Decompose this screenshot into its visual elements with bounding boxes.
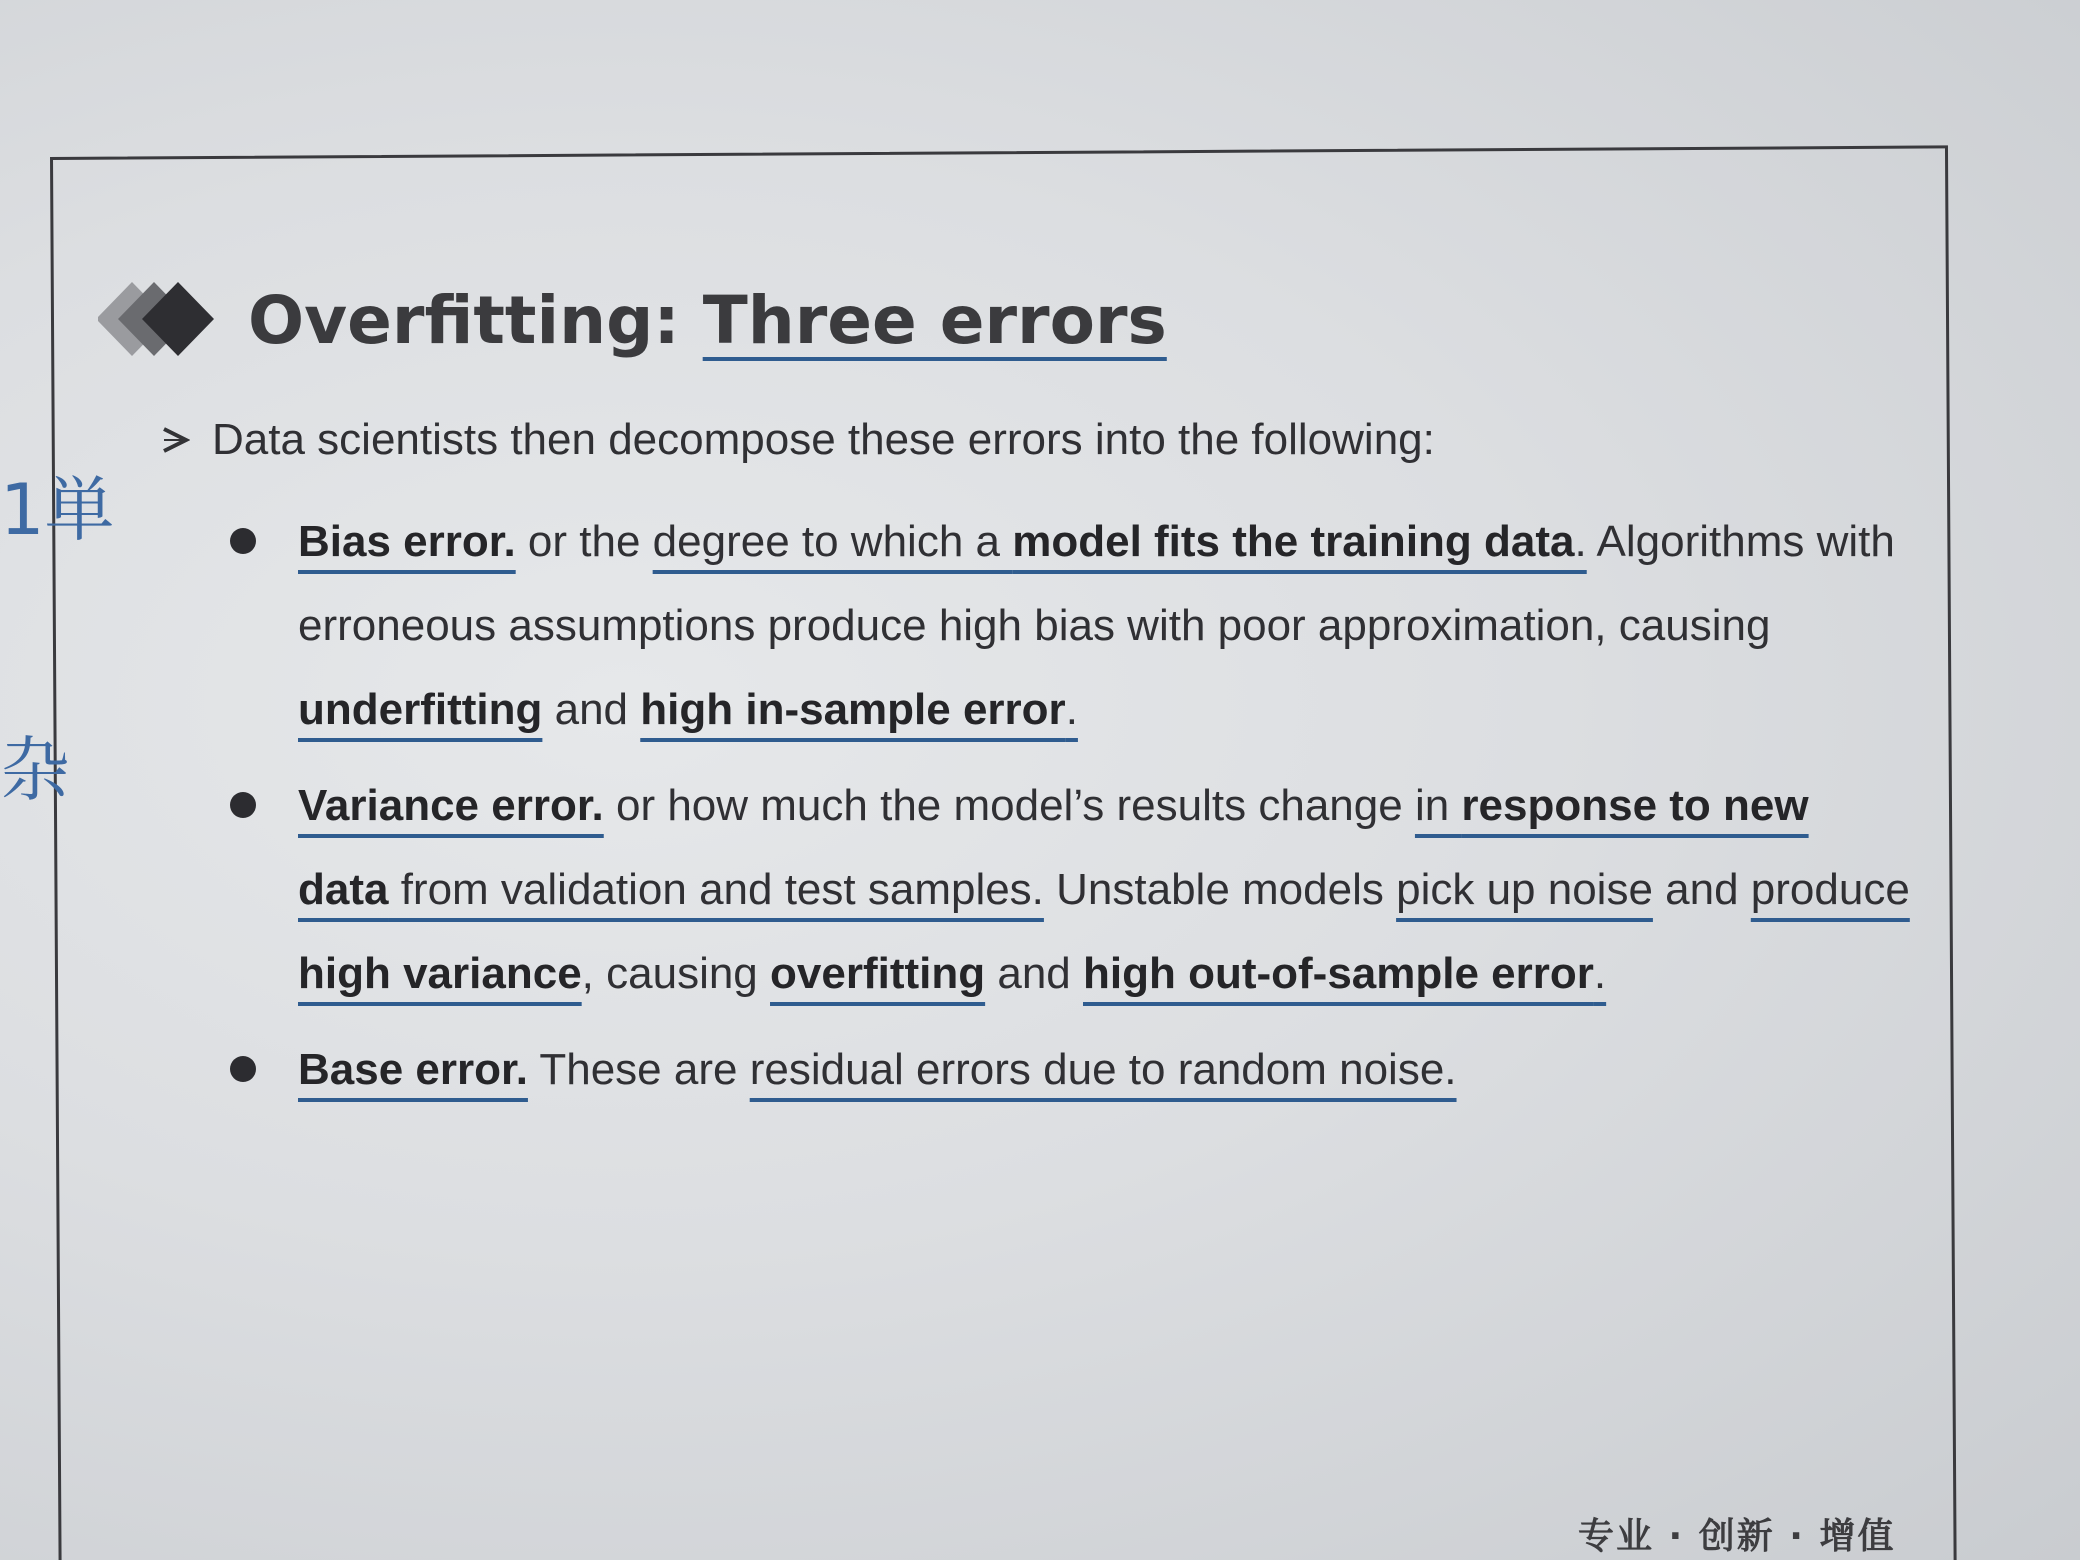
text-run: in [1414,781,1462,830]
text-run: degree to which a [652,517,1013,566]
text-run: or the [515,517,653,566]
list-item-base-error [230,1028,1910,1112]
text-run: or how much the model’s results change [603,781,1415,830]
text-run: produce [1750,865,1910,914]
text-run: . [1065,685,1078,734]
bold-term: overfitting [770,949,986,998]
error-list [230,500,1910,1124]
bold-term: high variance [298,949,582,998]
bullet-dot-icon [230,1056,256,1082]
arrow-bullet-icon [160,425,190,455]
text-run: pick up noise [1396,865,1653,914]
bold-term: Variance error. [298,781,604,830]
intro-text: Data scientists then decompose these errors into the following: [212,415,1435,464]
bullet-text [298,1045,1457,1094]
text-run: . [1574,517,1587,566]
text-run: . [1593,949,1607,998]
page-title [248,278,1167,364]
title-prefix: Overfitting: [248,282,703,359]
diamond-bullets-icon [98,278,238,360]
text-run: and [1652,865,1751,914]
bold-term: high out-of-sample error [1083,949,1594,998]
bold-term: model fits the training data [1012,517,1575,566]
bullet-dot-icon [230,528,256,554]
bold-term: underfitting [298,685,543,734]
footer-logo: 专业 · 创新 · 增值 [1578,1516,1896,1557]
bold-term: high in-sample error [640,685,1066,734]
handwritten-note-2: 杂 [0,729,70,811]
title-main: Three errors [702,282,1167,359]
text-run: Unstable models [1043,865,1397,914]
text-run: Algorithms with erroneous assumptions produce high bias with poor approximation, causing [298,517,1895,650]
intro-line [160,410,1435,470]
bullet-text [298,517,1895,734]
bullet-text [298,781,1910,998]
bold-term: Bias error. [298,517,516,566]
text-run: from validation and test samples. [388,865,1044,914]
handwritten-note-1: 1単 [0,469,115,551]
text-run: and [985,949,1083,998]
text-run: These are [527,1045,750,1094]
text-run: , causing [581,949,771,998]
bold-term: response to new data [298,781,1809,914]
bullet-dot-icon [230,792,256,818]
list-item-variance-error [230,764,1910,1016]
list-item-bias-error [230,500,1910,752]
text-run: and [542,685,641,734]
text-run: residual errors due to random noise. [749,1045,1457,1094]
bold-term: Base error. [298,1045,528,1094]
